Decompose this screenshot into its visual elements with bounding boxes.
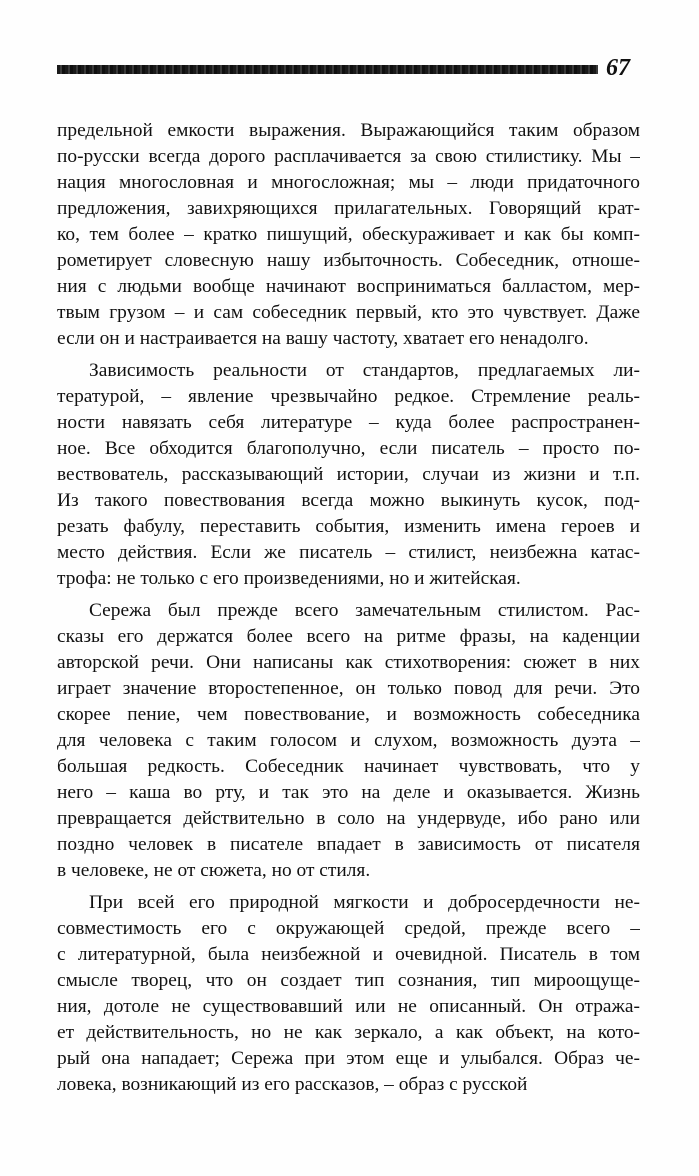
paragraph: [57, 890, 640, 1098]
text-line: играет значение второстепенное, он только повод для речи. Это: [57, 678, 640, 699]
text-line: совместимость его с окружающей средой, прежде всего –: [57, 918, 640, 939]
text-line: твым грузом – и сам собеседник первый, кто это чувствует. Даже: [57, 302, 640, 323]
text-line: ное. Все обходится благополучно, если писатель – просто по-: [57, 438, 640, 459]
header-rule: [57, 65, 598, 74]
text-line: в человеке, не от сюжета, но от стиля.: [57, 860, 371, 881]
text-line: предложения, завихряющихся прилагательных. Говорящий крат-: [57, 198, 640, 219]
text-line: При всей его природной мягкости и добросердечности не-: [89, 892, 640, 913]
text-line: тературой, – явление чрезвычайно редкое. Стремление реаль-: [57, 386, 640, 407]
text-line: трофа: не только с его произведениями, но и житейская.: [57, 568, 521, 589]
text-line: нация многословная и многосложная; мы – люди придаточного: [57, 172, 640, 193]
text-line: вествователь, рассказывающий истории, случаи из жизни и т.п.: [57, 464, 640, 485]
text-line: ния, дотоле не существовавший или не описанный. Он отража-: [57, 996, 640, 1017]
text-line: с литературной, была неизбежной и очевидной. Писатель в том: [57, 944, 640, 965]
text-line: ловека, возникающий из его рассказов, – образ с русской: [57, 1074, 528, 1095]
text-line: по-русски всегда дорого расплачивается за свою стилистику. Мы –: [57, 146, 640, 167]
text-line: смысле творец, что он создает тип сознания, тип мироощуще-: [57, 970, 640, 991]
text-line: Из такого повествования всегда можно выкинуть кусок, под-: [57, 490, 640, 511]
text-line: если он и настраивается на вашу частоту, хватает его ненадолго.: [57, 328, 589, 349]
paragraph: [57, 598, 640, 884]
text-line: рый она нападает; Сережа при этом еще и улыбался. Образ че-: [57, 1048, 640, 1069]
text-line: ности навязать себя литературе – куда более распространен-: [57, 412, 640, 433]
text-line: него – каша во рту, и так это на деле и оказывается. Жизнь: [57, 782, 640, 803]
text-line: предельной емкости выражения. Выражающийся таким образом: [57, 120, 640, 141]
paragraph: [57, 118, 640, 352]
text-line: место действия. Если же писатель – стилист, неизбежна катас-: [57, 542, 640, 563]
text-line: скорее пение, чем повествование, и возможность собеседника: [57, 704, 640, 725]
text-line: большая редкость. Собеседник начинает чувствовать, что у: [57, 756, 640, 777]
text-line: превращается действительно в соло на ундервуде, ибо рано или: [57, 808, 640, 829]
body-text: [57, 118, 640, 1098]
text-line: поздно человек в писателе впадает в зависимость от писателя: [57, 834, 640, 855]
text-line: рометирует словесную нашу избыточность. Собеседник, отноше-: [57, 250, 640, 271]
page-number: 67: [606, 55, 630, 81]
text-line: авторской речи. Они написаны как стихотворения: сюжет в них: [57, 652, 640, 673]
text-line: Зависимость реальности от стандартов, предлагаемых ли-: [89, 360, 640, 381]
text-line: для человека с таким голосом и слухом, возможность дуэта –: [57, 730, 640, 751]
paragraph: [57, 358, 640, 592]
text-line: сказы его держатся более всего на ритме фразы, на каденции: [57, 626, 640, 647]
text-line: ет действительность, но не как зеркало, а как объект, на кото-: [57, 1022, 640, 1043]
text-line: Сережа был прежде всего замечательным стилистом. Рас-: [89, 600, 640, 621]
text-line: ния с людьми вообще начинают восприниматься балластом, мер-: [57, 276, 640, 297]
text-line: ко, тем более – кратко пишущий, обескураживает и как бы комп-: [57, 224, 640, 245]
text-line: резать фабулу, переставить события, изменить имена героев и: [57, 516, 640, 537]
